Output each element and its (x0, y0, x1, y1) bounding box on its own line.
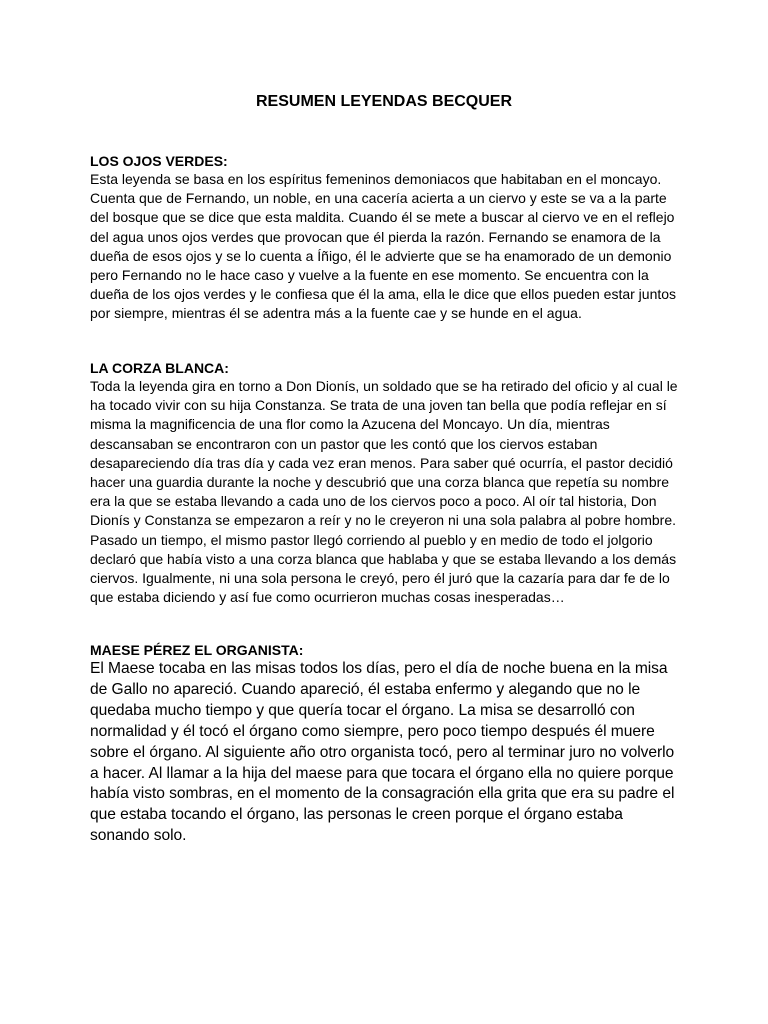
section-los-ojos-verdes (90, 152, 684, 324)
section-heading: LA CORZA BLANCA: (90, 360, 229, 376)
section-heading: LOS OJOS VERDES: (90, 153, 228, 169)
section-la-corza-blanca (90, 359, 684, 607)
section-body: Toda la leyenda gira en torno a Don Dionís, un soldado que se ha retirado del oficio y al cual le ha tocado vivir con su hija Constanza. Se trata de una joven tan bella que podía reflejar en sí misma la magnificencia de una flor como la Azucena del Moncayo. Un día, mientras descansaban se encontraron con un pastor que les contó que los ciervos estaban desapareciendo día tras día y cada vez eran menos. Para saber qué ocurría, el pastor decidió hacer una guardia durante la noche y descubrió que una corza blanca que repetía su nombre era la que se estaba llevando a cada uno de los ciervos poco a poco. Al oír tal historia, Don Dionís y Constanza se empezaron a reír y no le creyeron ni una sola palabra al pobre hombre. Pasado un tiempo, el mismo pastor llegó corriendo al pueblo y en medio de todo el jolgorio declaró que había visto a una corza blanca que hablaba y que se estaba llevando a los demás ciervos. Igualmente, ni una sola persona le creyó, pero él juró que la cazaría para dar fe de lo que estaba diciendo y así fue como ocurrieron muchas cosas inesperadas… (90, 378, 678, 606)
section-body: Esta leyenda se basa en los espíritus femeninos demoniacos que habitaban en el moncayo. Cuenta que de Fernando, un noble, en una cacería acierta a un ciervo y este se va a la parte del bosque que se dice que esta maldita. Cuando él se mete a buscar al ciervo ve en el reflejo del agua unos ojos verdes que provocan que él pierda la razón. Fernando se enamora de la dueña de esos ojos y se lo cuenta a Íñigo, él le advierte que se ha enamorado de un demonio pero Fernando no le hace caso y vuelve a la fuente en ese momento. Se encuentra con la dueña de los ojos verdes y le confiesa que él la ama, ella le dice que ellos pueden estar juntos por siempre, mientras él se adentra más a la fuente cae y se hunde en el agua. (90, 171, 677, 322)
section-maese-perez-el-organista (90, 641, 684, 847)
document-title: RESUMEN LEYENDAS BECQUER (255, 93, 513, 110)
section-heading: MAESE PÉREZ EL ORGANISTA: (90, 642, 304, 658)
section-body: El Maese tocaba en las misas todos los días, pero el día de noche buena en la misa de Gallo no apareció. Cuando apareció, él estaba enfermo y alegando que no le quedaba mucho tiempo y que quería tocar el órgano. La misa se desarrolló con normalidad y él tocó el órgano como siempre, pero poco tiempo después él muere sobre el órgano. Al siguiente año otro organista tocó, pero al terminar juro no volverlo a hacer. Al llamar a la hija del maese para que tocara el órgano ella no quiere porque había visto sombras, en el momento de la consagración ella grita que era su padre el que estaba tocando el órgano, las personas le creen porque el órgano estaba sonando solo. (90, 660, 675, 845)
